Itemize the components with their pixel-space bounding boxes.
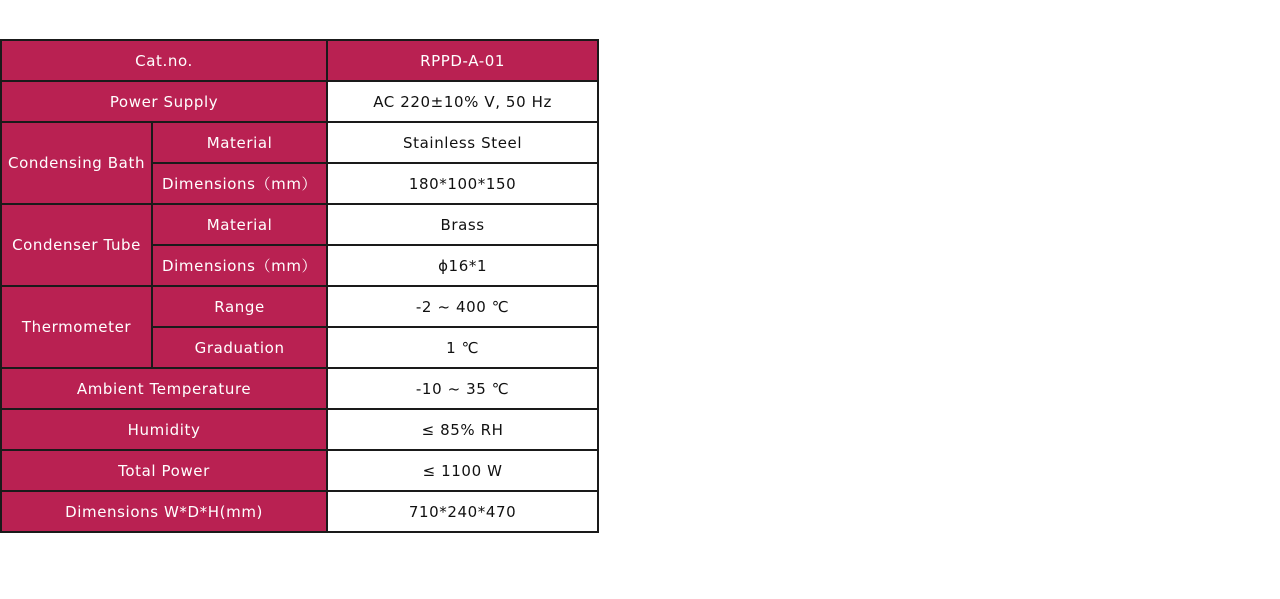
condenser-tube-material-label: Material	[152, 204, 327, 245]
condensing-bath-label: Condensing Bath	[1, 122, 152, 204]
condensing-bath-material-label: Material	[152, 122, 327, 163]
table-row	[1, 81, 598, 122]
table-row	[1, 122, 598, 163]
table-row	[1, 204, 598, 245]
thermometer-graduation-value: 1 ℃	[327, 327, 598, 368]
condensing-bath-dimensions-value: 180*100*150	[327, 163, 598, 204]
condenser-tube-dimensions-label: Dimensions（mm）	[152, 245, 327, 286]
ambient-temperature-value: -10 ~ 35 ℃	[327, 368, 598, 409]
humidity-label: Humidity	[1, 409, 327, 450]
total-power-label: Total Power	[1, 450, 327, 491]
total-power-value: ≤ 1100 W	[327, 450, 598, 491]
condensing-bath-material-value: Stainless Steel	[327, 122, 598, 163]
table-row	[1, 409, 598, 450]
humidity-value: ≤ 85% RH	[327, 409, 598, 450]
dimensions-wdh-label: Dimensions W*D*H(mm)	[1, 491, 327, 532]
thermometer-graduation-label: Graduation	[152, 327, 327, 368]
thermometer-range-value: -2 ~ 400 ℃	[327, 286, 598, 327]
ambient-temperature-label: Ambient Temperature	[1, 368, 327, 409]
dimensions-wdh-value: 710*240*470	[327, 491, 598, 532]
cat-no-value: RPPD-A-01	[327, 40, 598, 81]
power-supply-label: Power Supply	[1, 81, 327, 122]
thermometer-range-label: Range	[152, 286, 327, 327]
condenser-tube-dimensions-value: ϕ16*1	[327, 245, 598, 286]
table-row	[1, 40, 598, 81]
table-row	[1, 286, 598, 327]
thermometer-label: Thermometer	[1, 286, 152, 368]
power-supply-value: AC 220±10% V, 50 Hz	[327, 81, 598, 122]
table-row	[1, 450, 598, 491]
table-row	[1, 491, 598, 532]
cat-no-label: Cat.no.	[1, 40, 327, 81]
table-row	[1, 368, 598, 409]
specification-table	[0, 39, 599, 533]
condenser-tube-label: Condenser Tube	[1, 204, 152, 286]
condenser-tube-material-value: Brass	[327, 204, 598, 245]
condensing-bath-dimensions-label: Dimensions（mm）	[152, 163, 327, 204]
